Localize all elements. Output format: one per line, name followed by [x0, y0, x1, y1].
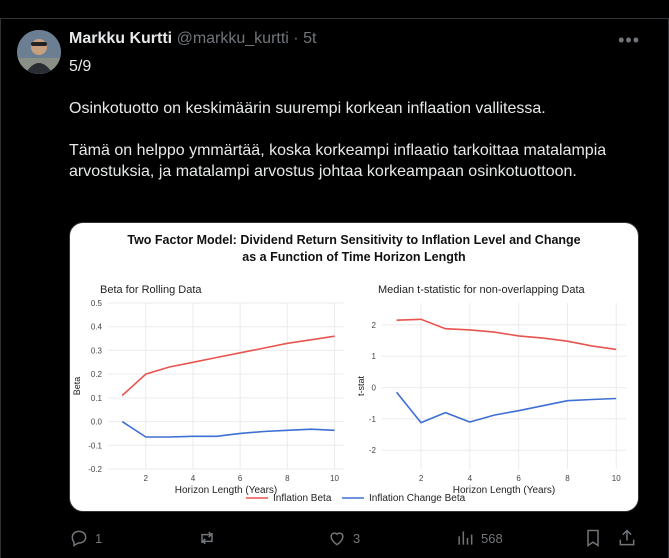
avatar-image [17, 30, 61, 74]
x-tick-label: 4 [190, 474, 196, 483]
y-tick-label: 0.1 [90, 393, 102, 403]
chart-figure [70, 223, 638, 511]
share-button[interactable] [617, 528, 637, 548]
tweet-paragraph: Tämä on helppo ymmärtää, koska korkeampi inflaatio tarkoittaa matalampia arvostuksia, ja matalampi arvostus johtaa korkeampaan osinkotuottoon. [69, 142, 607, 180]
timestamp[interactable]: 5t [303, 30, 317, 47]
tweet-text [69, 56, 629, 203]
legend-label: Inflation Beta [273, 493, 332, 504]
y-tick-label: -2 [368, 446, 376, 456]
panel-title: Beta for Rolling Data [100, 284, 202, 296]
avatar[interactable] [17, 30, 61, 74]
x-tick-label: 10 [611, 474, 621, 483]
retweet-button[interactable] [197, 528, 223, 548]
x-axis-label: Horizon Length (Years) [452, 485, 556, 496]
y-tick-label: -0.2 [88, 465, 102, 474]
reply-icon [69, 528, 89, 548]
y-tick-label: 0.2 [90, 370, 102, 380]
y-tick-label: 0.4 [90, 322, 102, 332]
like-button[interactable] [327, 528, 360, 548]
chart-title-line1: Two Factor Model: Dividend Return Sensitivity to Inflation Level and Change [127, 233, 581, 247]
separator-dot: · [293, 30, 299, 47]
tweet[interactable] [0, 18, 669, 558]
y-tick-label: 0.3 [90, 346, 102, 356]
bookmark-button[interactable] [583, 528, 603, 548]
x-tick-label: 10 [330, 474, 340, 483]
share-icon [617, 528, 637, 548]
chart-title-line2: as a Function of Time Horizon Length [242, 250, 466, 264]
user-handle[interactable]: @markku_kurtti [176, 30, 289, 47]
x-tick-label: 6 [237, 474, 243, 483]
views-icon [455, 528, 475, 548]
x-tick-label: 8 [285, 474, 290, 483]
plot-area [108, 303, 344, 469]
bookmark-icon [583, 528, 603, 548]
chart-panel-beta [72, 284, 344, 496]
y-tick-label: 0.5 [90, 299, 102, 308]
previous-tweet-edge [0, 0, 669, 19]
tweet-paragraph: 5/9 [69, 58, 92, 75]
y-tick-label: 2 [371, 320, 376, 330]
y-axis-label: t-stat [356, 375, 366, 397]
y-axis-label: Beta [72, 376, 82, 396]
x-tick-label: 4 [467, 474, 473, 483]
more-icon[interactable]: ••• [618, 30, 640, 50]
views-count: 568 [481, 530, 503, 546]
y-tick-label: 0.0 [90, 417, 102, 427]
y-tick-label: -0.1 [88, 441, 102, 451]
x-axis-label: Horizon Length (Years) [174, 485, 278, 496]
heart-icon [327, 528, 347, 548]
tweet-image[interactable] [69, 222, 639, 512]
tweet-header [69, 30, 316, 48]
display-name[interactable]: Markku Kurtti [69, 30, 173, 47]
retweet-icon [197, 528, 217, 548]
x-tick-label: 2 [418, 474, 424, 483]
reply-button[interactable] [69, 528, 102, 548]
tweet-paragraph: Osinkotuotto on keskimäärin suurempi korkean inflaation vallitessa. [69, 100, 546, 117]
x-tick-label: 6 [516, 474, 521, 483]
like-count: 3 [353, 530, 361, 546]
panel-title: Median t-statistic for non-overlapping Data [378, 284, 585, 296]
reply-count: 1 [95, 530, 103, 546]
y-tick-label: 1 [371, 352, 376, 362]
plot-area [382, 303, 626, 469]
y-tick-label: 0 [371, 383, 376, 393]
chart-legend [246, 493, 466, 504]
x-tick-label: 2 [143, 474, 148, 483]
x-tick-label: 8 [565, 474, 570, 483]
y-tick-label: -1 [368, 414, 376, 424]
action-bar [69, 528, 639, 552]
views-button[interactable] [455, 528, 503, 548]
legend-label: Inflation Change Beta [369, 493, 466, 504]
chart-panel-tstat [356, 284, 626, 496]
